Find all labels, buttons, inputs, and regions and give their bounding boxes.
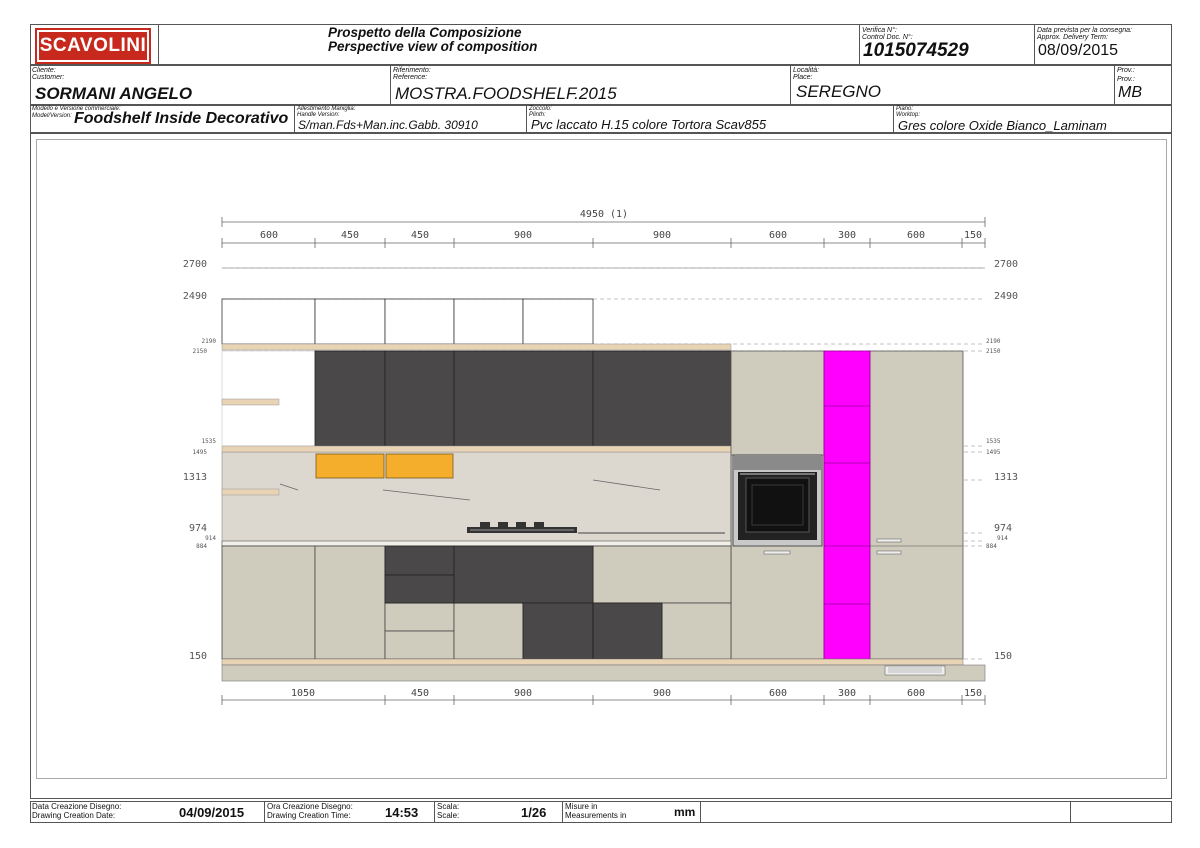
worktop (222, 541, 731, 546)
level-label-right: 884 (986, 543, 997, 550)
top-dim-label: 600 (768, 230, 788, 241)
model-label-en: Model/Version: (32, 113, 72, 119)
bottom-dim-label: 1050 (290, 688, 316, 699)
reference-label-it: Riferimento: (393, 67, 431, 74)
title-italian: Prospetto della Composizione (328, 25, 522, 40)
model-label-it: Modello e Versione commerciale: (32, 106, 121, 112)
wall-shelf (222, 344, 731, 350)
cabinet-handle (877, 539, 901, 542)
bottom-dim-label: 600 (906, 688, 926, 699)
level-label-left: 2150 (192, 348, 207, 355)
floating-shelf (222, 489, 279, 495)
base-cabinet (315, 546, 385, 659)
top-dim-label: 600 (259, 230, 279, 241)
overall-dimension: 4950 (1) (579, 209, 629, 220)
level-label-right: 1535 (986, 438, 1001, 445)
level-label-left: 974 (188, 523, 207, 534)
place-value: SEREGNO (796, 82, 882, 101)
level-label-right: 150 (994, 651, 1013, 662)
top-dim-label: 450 (410, 230, 430, 241)
measure-label-it: Misure in (565, 802, 598, 811)
bottom-dim-label: 900 (513, 688, 533, 699)
scale-label-it: Scala: (437, 802, 460, 811)
base-cabinet (222, 546, 315, 659)
prov-label-it: Prov.: (1117, 67, 1135, 74)
level-label-right: 2700 (994, 259, 1019, 270)
level-label-right: 2150 (986, 348, 1001, 355)
plinth-value: Pvc laccato H.15 colore Tortora Scav855 (531, 117, 767, 132)
level-label-right: 914 (997, 535, 1008, 542)
bottom-dim-label: 600 (768, 688, 788, 699)
plinth-vent-grille (885, 666, 945, 675)
creation-date-value: 04/09/2015 (179, 805, 245, 820)
oven-appliance (733, 455, 822, 546)
plinth-base (222, 665, 985, 681)
customer-label-en: Customer: (32, 74, 65, 81)
worktop-label-it: Piano: (896, 106, 914, 112)
orange-open-box (316, 454, 384, 478)
level-label-right: 2490 (994, 291, 1019, 302)
measure-value: mm (674, 805, 696, 819)
top-dim-label: 300 (837, 230, 857, 241)
top-dim-label: 900 (513, 230, 533, 241)
prov-label-en: Prov.: (1117, 76, 1135, 83)
handle-label-it: Allestimento Maniglia: (297, 106, 356, 112)
base-drawer-dark (454, 546, 593, 603)
footer-divider (434, 801, 435, 823)
place-label-it: Località: (793, 67, 820, 74)
wall-cabinet-white (523, 299, 593, 344)
verify-label-it: Verifica N°: (862, 27, 897, 34)
level-label-left: 884 (196, 543, 207, 550)
base-cabinet (385, 603, 454, 631)
level-label-left: 2700 (182, 259, 207, 270)
wall-cabinet-white (222, 299, 315, 344)
plinth-label-it: Zoccolo: (529, 106, 552, 112)
level-label-left: 1495 (192, 449, 207, 456)
delivery-date: 08/09/2015 (1038, 42, 1119, 59)
level-label-right: 2190 (986, 338, 1001, 345)
open-wall-area (222, 351, 315, 446)
base-cabinet (454, 603, 523, 659)
creation-time-value: 14:53 (385, 805, 419, 820)
level-label-left: 2190 (201, 338, 216, 345)
level-label-left: 1535 (201, 438, 216, 445)
wall-cabinet-white (315, 299, 385, 344)
level-label-right: 1313 (994, 472, 1019, 483)
bottom-dim-label: 150 (963, 688, 983, 699)
base-drawer-dark (385, 546, 454, 575)
handle-label-en: Handle Version: (297, 112, 340, 118)
level-label-left: 914 (205, 535, 216, 542)
place-label-en: Place: (793, 74, 813, 81)
wall-cabinet-dark (385, 351, 454, 446)
magenta-column (824, 351, 870, 659)
base-cabinet (593, 546, 731, 603)
model-value: Foodshelf Inside Decorativo (74, 110, 289, 127)
wall-cabinet-dark (454, 351, 593, 446)
creation-time-label-en: Drawing Creation Time: (267, 811, 351, 820)
wall-cabinet-white (385, 299, 454, 344)
wall-cabinet-white (454, 299, 523, 344)
verify-number: 1015074529 (863, 40, 969, 61)
handle-value: S/man.Fds+Man.inc.Gabb. 30910 (298, 118, 478, 132)
prov-value: MB (1118, 84, 1142, 101)
level-label-left: 2490 (182, 291, 207, 302)
level-label-left: 1313 (182, 472, 207, 483)
footer-divider (1070, 801, 1071, 823)
scavolini-logo: SCAVOLINI (35, 28, 151, 64)
level-label-right: 974 (994, 523, 1013, 534)
plinth-label-en: Plinth: (529, 112, 546, 118)
top-dim-label: 900 (652, 230, 672, 241)
creation-date-label-en: Drawing Creation Date: (32, 811, 116, 820)
worktop-value: Gres colore Oxide Bianco_Laminam (898, 118, 1107, 133)
bottom-dim-label: 300 (837, 688, 857, 699)
base-drawer-dark (385, 575, 454, 603)
level-label-left: 150 (188, 651, 207, 662)
scale-value: 1/26 (521, 805, 547, 820)
reference-value: MOSTRA.FOODSHELF.2015 (395, 84, 617, 103)
bottom-dim-label: 450 (410, 688, 430, 699)
base-cabinet (385, 631, 454, 659)
top-dim-label: 150 (963, 230, 983, 241)
footer-divider (264, 801, 265, 823)
wall-cabinet-dark (315, 351, 385, 446)
delivery-label-it: Data prevista per la consegna: (1037, 27, 1132, 34)
measure-label-en: Measurements in (565, 811, 627, 820)
orange-open-box (386, 454, 453, 478)
cabinet-handle (764, 551, 790, 554)
title-english: Perspective view of composition (328, 39, 538, 54)
customer-label-it: Cliente: (32, 67, 56, 74)
cabinet-handle (877, 551, 901, 554)
worktop-label-en: Worktop: (896, 112, 921, 118)
top-dim-label: 450 (340, 230, 360, 241)
creation-time-label-it: Ora Creazione Disegno: (267, 802, 353, 811)
footer-divider (562, 801, 563, 823)
tall-column-panel (870, 351, 963, 659)
top-dim-label: 600 (906, 230, 926, 241)
base-cabinet (662, 603, 731, 659)
creation-date-label-it: Data Creazione Disegno: (32, 802, 122, 811)
customer-name: SORMANI ANGELO (35, 84, 193, 103)
under-cabinet-shelf (222, 446, 731, 452)
wall-cabinet-dark (593, 351, 731, 446)
floating-shelf (222, 399, 279, 405)
bottom-dim-label: 900 (652, 688, 672, 699)
delivery-label-en: Approx. Delivery Term: (1037, 34, 1108, 41)
reference-label-en: Reference: (393, 74, 428, 81)
level-label-right: 1495 (986, 449, 1001, 456)
verify-label-en: Control Doc. N°: (862, 34, 913, 41)
plinth (222, 659, 963, 665)
footer-divider (700, 801, 701, 823)
scale-label-en: Scale: (437, 811, 460, 820)
